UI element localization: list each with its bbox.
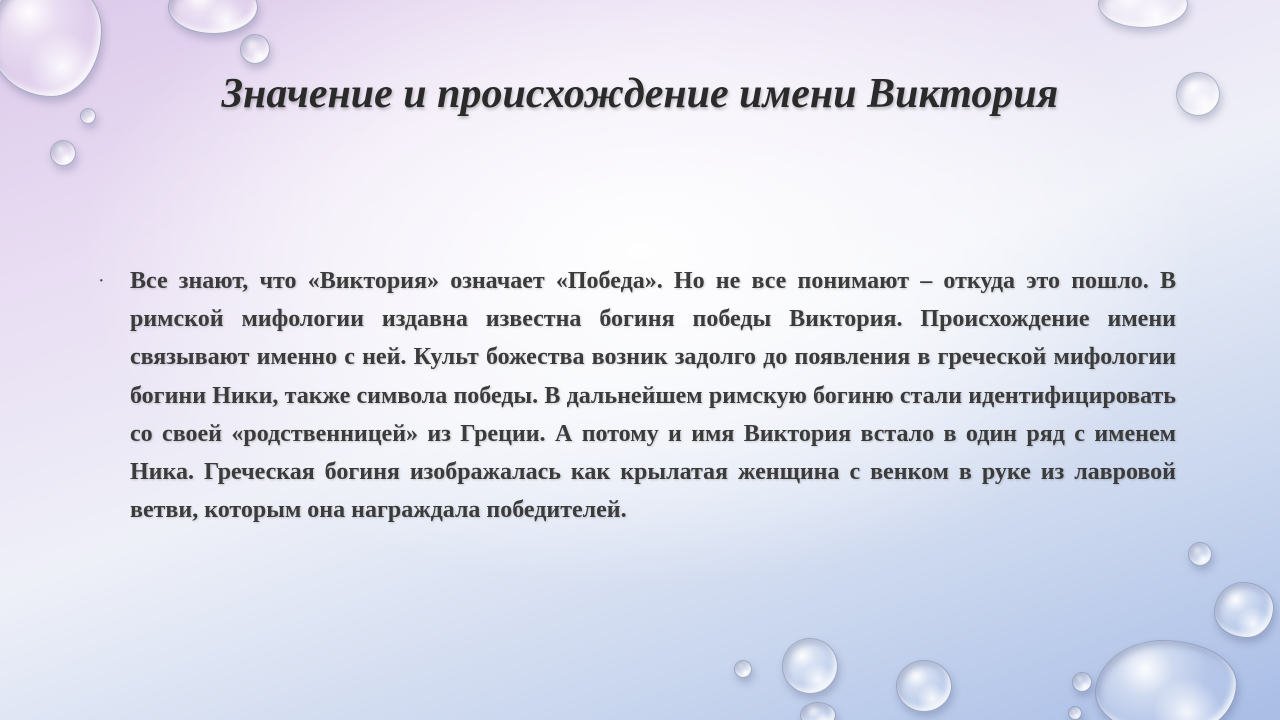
water-drop-decoration: [734, 660, 752, 678]
bullet-item: [98, 262, 1176, 529]
bullet-paragraph: Все знают, что «Виктория» означает «Победа». Но не все понимают – откуда это пошло. В римской мифологии издавна известна богиня победы Виктория. Происхождение имени связывают именно с ней. Культ божества возник задолго до появления в греческой мифологии богини Ники, также символа победы. В дальнейшем римскую богиню стали идентифицировать со своей «родственницей» из Греции. А потому и имя Виктория встало в один ряд с именем Ника. Греческая богиня изображалась как крылатая женщина с венком в руке из лавровой ветви, которым она награждала победителей.: [130, 268, 1176, 524]
water-drop-decoration: [1072, 672, 1092, 692]
slide-body: [98, 262, 1176, 529]
water-drop-decoration: [1068, 706, 1082, 720]
water-drop-decoration: [50, 140, 76, 166]
bullet-marker: ·: [98, 270, 105, 292]
water-drop-decoration: [1214, 582, 1274, 638]
slide-title: Значение и происхождение имени Виктория: [221, 71, 1059, 117]
water-drop-decoration: [1095, 640, 1237, 720]
water-drop-decoration: [1098, 0, 1188, 28]
water-drop-decoration: [800, 702, 836, 720]
water-drop-decoration: [896, 660, 952, 712]
water-drop-decoration: [168, 0, 258, 34]
water-drop-decoration: [782, 638, 838, 694]
water-drop-decoration: [240, 34, 270, 64]
water-drop-decoration: [1188, 542, 1212, 566]
